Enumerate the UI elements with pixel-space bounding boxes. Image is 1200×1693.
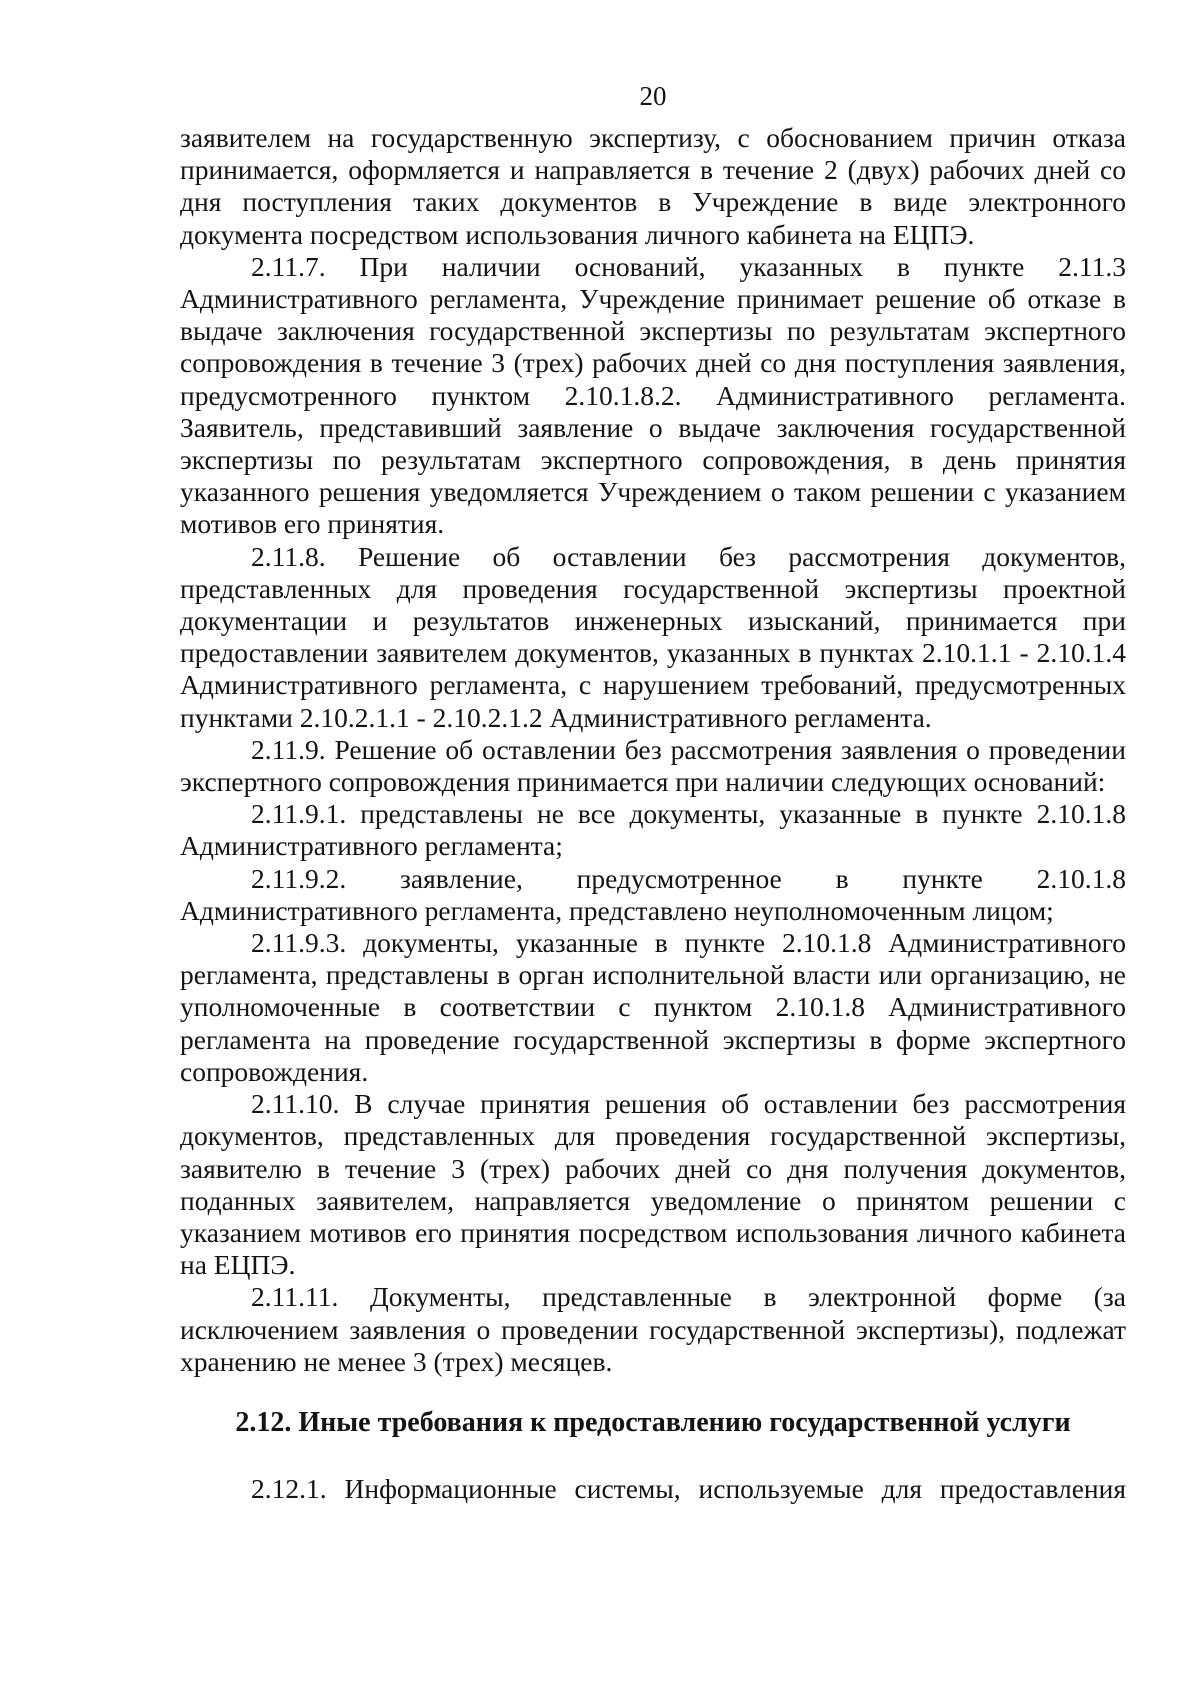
paragraph-2-11-8: 2.11.8. Решение об оставлении без рассмотрения документов, представленных для проведения государственной экспертизы проектной документации и результатов инженерных изысканий, принимается при предоставлении заявителем документов, указанных в пунктах 2.10.1.1 - 2.10.1.4 Административного регламента, с нарушением требований, предусмотренных пунктами 2.10.2.1.1 - 2.10.2.1.2 Административного регламента. [180, 540, 1126, 733]
paragraph-2-12-1: 2.12.1. Информационные системы, используемые для предоставления [251, 1472, 1126, 1504]
paragraph-2-11-9-2: 2.11.9.2. заявление, предусмотренное в пункте 2.10.1.8 Административного регламента, представлено неуполномоченным лицом; [180, 862, 1126, 926]
paragraph-2-11-11: 2.11.11. Документы, представленные в электронной форме (за исключением заявления о проведении государственной экспертизы), подлежат хранению не менее 3 (трех) месяцев. [180, 1281, 1126, 1377]
paragraph-2-11-9-3: 2.11.9.3. документы, указанные в пункте 2.10.1.8 Административного регламента, представлены в орган исполнительной власти или организацию, не уполномоченные в соответствии с пунктом 2.10.1.8 Административного регламента на проведение государственной экспертизы в форме экспертного сопровождения. [180, 927, 1126, 1087]
paragraph-2-11-7: 2.11.7. При наличии оснований, указанных в пункте 2.11.3 Административного регламента, Учреждение принимает решение об отказе в выдаче заключения государственной экспертизы по результатам экспертного сопровождения в течение 3 (трех) рабочих дней со дня поступления заявления, предусмотренного пунктом 2.10.1.8.2. Административного регламента. Заявитель, представивший заявление о выдаче заключения государственной экспертизы по результатам экспертного сопровождения, в день принятия указанного решения уведомляется Учреждением о таком решении с указанием мотивов его принятия. [180, 250, 1126, 540]
document-page [180, 70, 1126, 1505]
page-number: 20 [639, 81, 667, 111]
paragraph-2-11-10: 2.11.10. В случае принятия решения об оставлении без рассмотрения документов, представленных для проведения государственной экспертизы, заявителю в течение 3 (трех) рабочих дней со дня получения документов, поданных заявителем, направляется уведомление о принятом решении с указанием мотивов его принятия посредством использования личного кабинета на ЕЦПЭ. [180, 1088, 1126, 1281]
paragraph-continuation: заявителем на государственную экспертизу, с обоснованием причин отказа принимается, оформляется и направляется в течение 2 (двух) рабочих дней со дня поступления таких документов в Учреждение в виде электронного документа посредством использования личного кабинета на ЕЦПЭ. [180, 122, 1126, 250]
paragraph-2-11-9-1: 2.11.9.1. представлены не все документы, указанные в пункте 2.10.1.8 Административного регламента; [180, 798, 1126, 862]
section-heading: 2.12. Иные требования к предоставлению государственной услуги [235, 1406, 1071, 1438]
paragraph-2-11-9: 2.11.9. Решение об оставлении без рассмотрения заявления о проведении экспертного сопровождения принимается при наличии следующих оснований: [180, 733, 1126, 798]
